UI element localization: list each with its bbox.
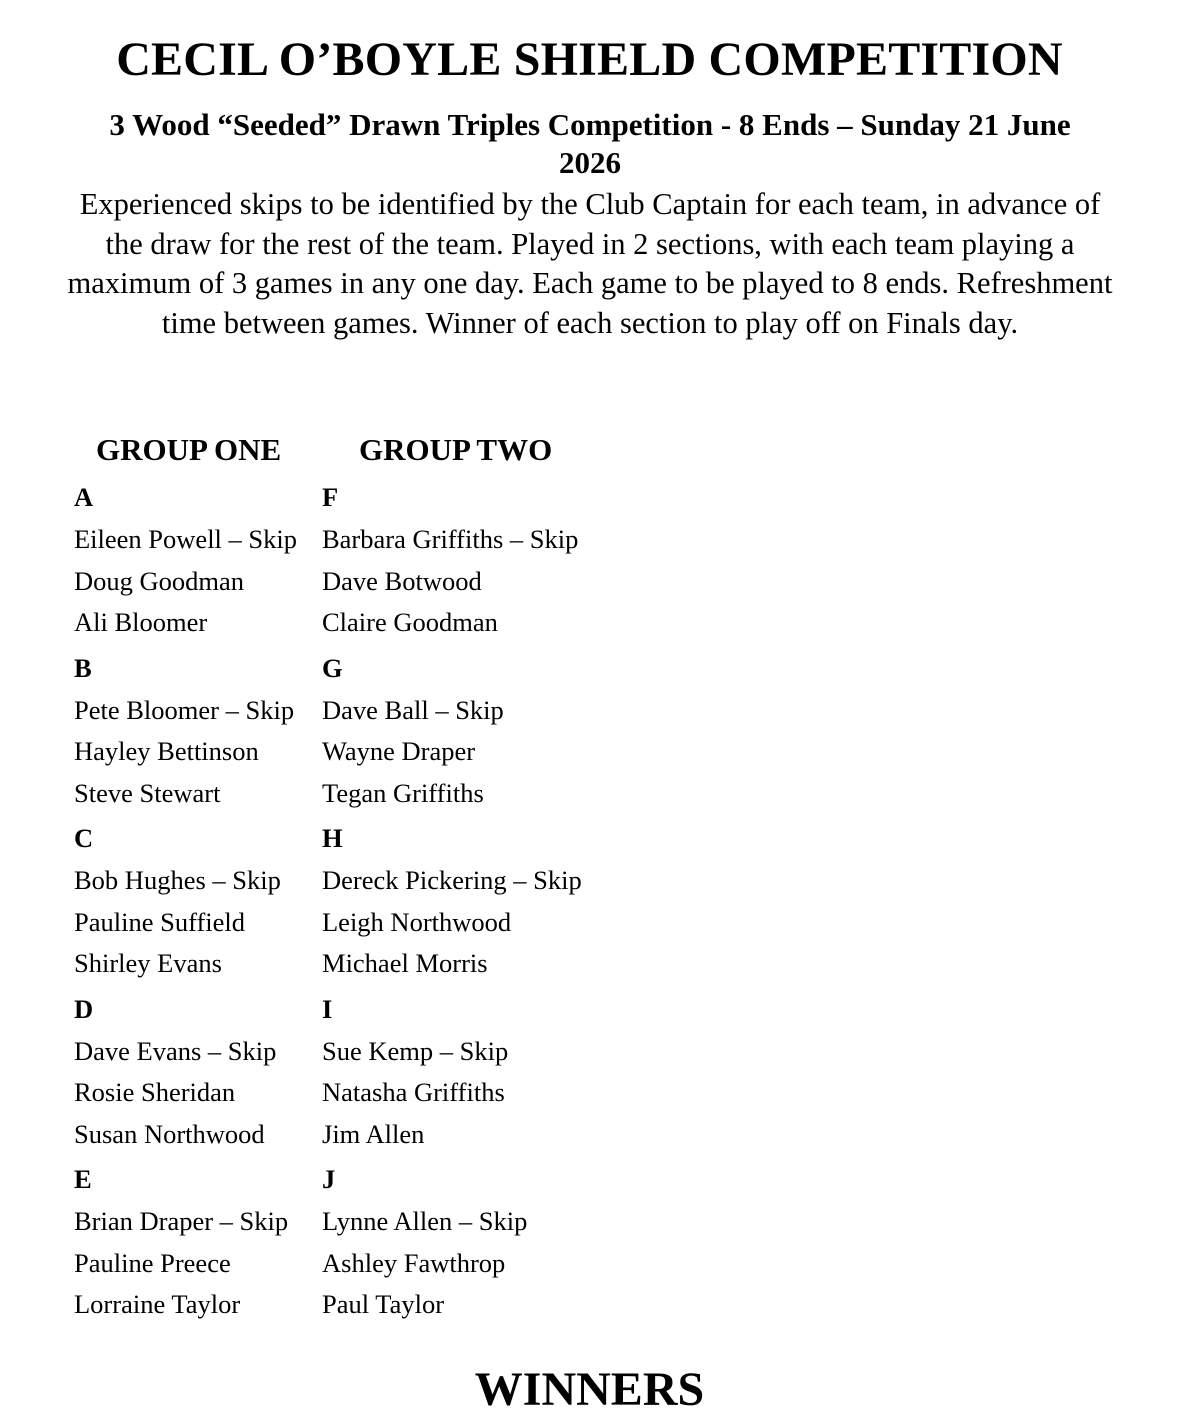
competition-description: Experienced skips to be identified by the Club Captain for each team, in advance of the draw for the rest of the team. Played in 2 sections, with each team playing a maximum of 3 games in any one day. Each game to be played to 8 ends. Refreshment time between games. Winner of each section to play off on Finals day. [67, 187, 1113, 340]
winners-heading: WINNERS [474, 1363, 705, 1416]
team-member: Tegan Griffiths [322, 777, 484, 808]
team-block [74, 647, 297, 818]
team-block [74, 817, 297, 988]
team-member: Susan Northwood [74, 1118, 265, 1149]
team-block [74, 476, 297, 647]
team-block [322, 476, 582, 647]
team-member: Leigh Northwood [322, 906, 512, 937]
team-block [322, 988, 582, 1159]
team-skip: Pete Bloomer – Skip [74, 694, 295, 725]
team-member: Hayley Bettinson [74, 736, 259, 767]
team-member: Pauline Suffield [74, 906, 246, 937]
team-member: Michael Morris [322, 948, 488, 979]
team-block [322, 817, 582, 988]
team-letter: I [322, 993, 333, 1024]
team-letter: E [74, 1164, 92, 1194]
team-member: Claire Goodman [322, 607, 498, 638]
team-skip: Eileen Powell – Skip [74, 524, 298, 554]
team-skip: Lynne Allen – Skip [322, 1206, 528, 1236]
team-skip: Dave Evans – Skip [74, 1035, 277, 1066]
team-member: Shirley Evans [74, 948, 222, 979]
competition-subtitle: 3 Wood “Seeded” Drawn Triples Competition - 8 Ends – Sunday 21 June 2026 [109, 107, 1071, 180]
team-letter: B [74, 652, 92, 683]
team-member: Jim Allen [322, 1118, 425, 1149]
team-member: Paul Taylor [322, 1289, 445, 1320]
team-letter: D [74, 993, 94, 1024]
team-block [74, 988, 297, 1159]
team-member: Rosie Sheridan [74, 1077, 236, 1108]
team-member: Dave Botwood [322, 565, 482, 596]
page-title: CECIL O’BOYLE SHIELD COMPETITION [116, 33, 1063, 86]
team-letter: F [322, 482, 339, 512]
team-skip: Dave Ball – Skip [322, 694, 504, 725]
team-member: Wayne Draper [322, 736, 476, 767]
group-two-teams [322, 476, 582, 1329]
team-block [74, 1158, 297, 1329]
team-block [322, 647, 582, 818]
group-two-heading: GROUP TWO [359, 432, 553, 467]
team-skip: Barbara Griffiths – Skip [322, 524, 579, 554]
group-one-teams [74, 476, 297, 1329]
team-skip: Bob Hughes – Skip [74, 865, 281, 895]
team-member: Ali Bloomer [74, 607, 208, 638]
team-letter: A [74, 482, 94, 512]
team-member: Steve Stewart [74, 777, 221, 808]
team-member: Lorraine Taylor [74, 1289, 241, 1320]
team-skip: Brian Draper – Skip [74, 1206, 289, 1236]
team-member: Ashley Fawthrop [322, 1247, 506, 1278]
team-letter: C [74, 823, 94, 853]
team-letter: J [322, 1164, 336, 1194]
team-member: Doug Goodman [74, 565, 245, 596]
team-member: Pauline Preece [74, 1247, 231, 1278]
team-letter: G [322, 652, 343, 683]
team-block [322, 1158, 582, 1329]
team-skip: Dereck Pickering – Skip [322, 865, 582, 895]
team-letter: H [322, 823, 343, 853]
group-one-heading: GROUP ONE [96, 432, 282, 467]
team-skip: Sue Kemp – Skip [322, 1035, 509, 1066]
team-member: Natasha Griffiths [322, 1077, 505, 1108]
